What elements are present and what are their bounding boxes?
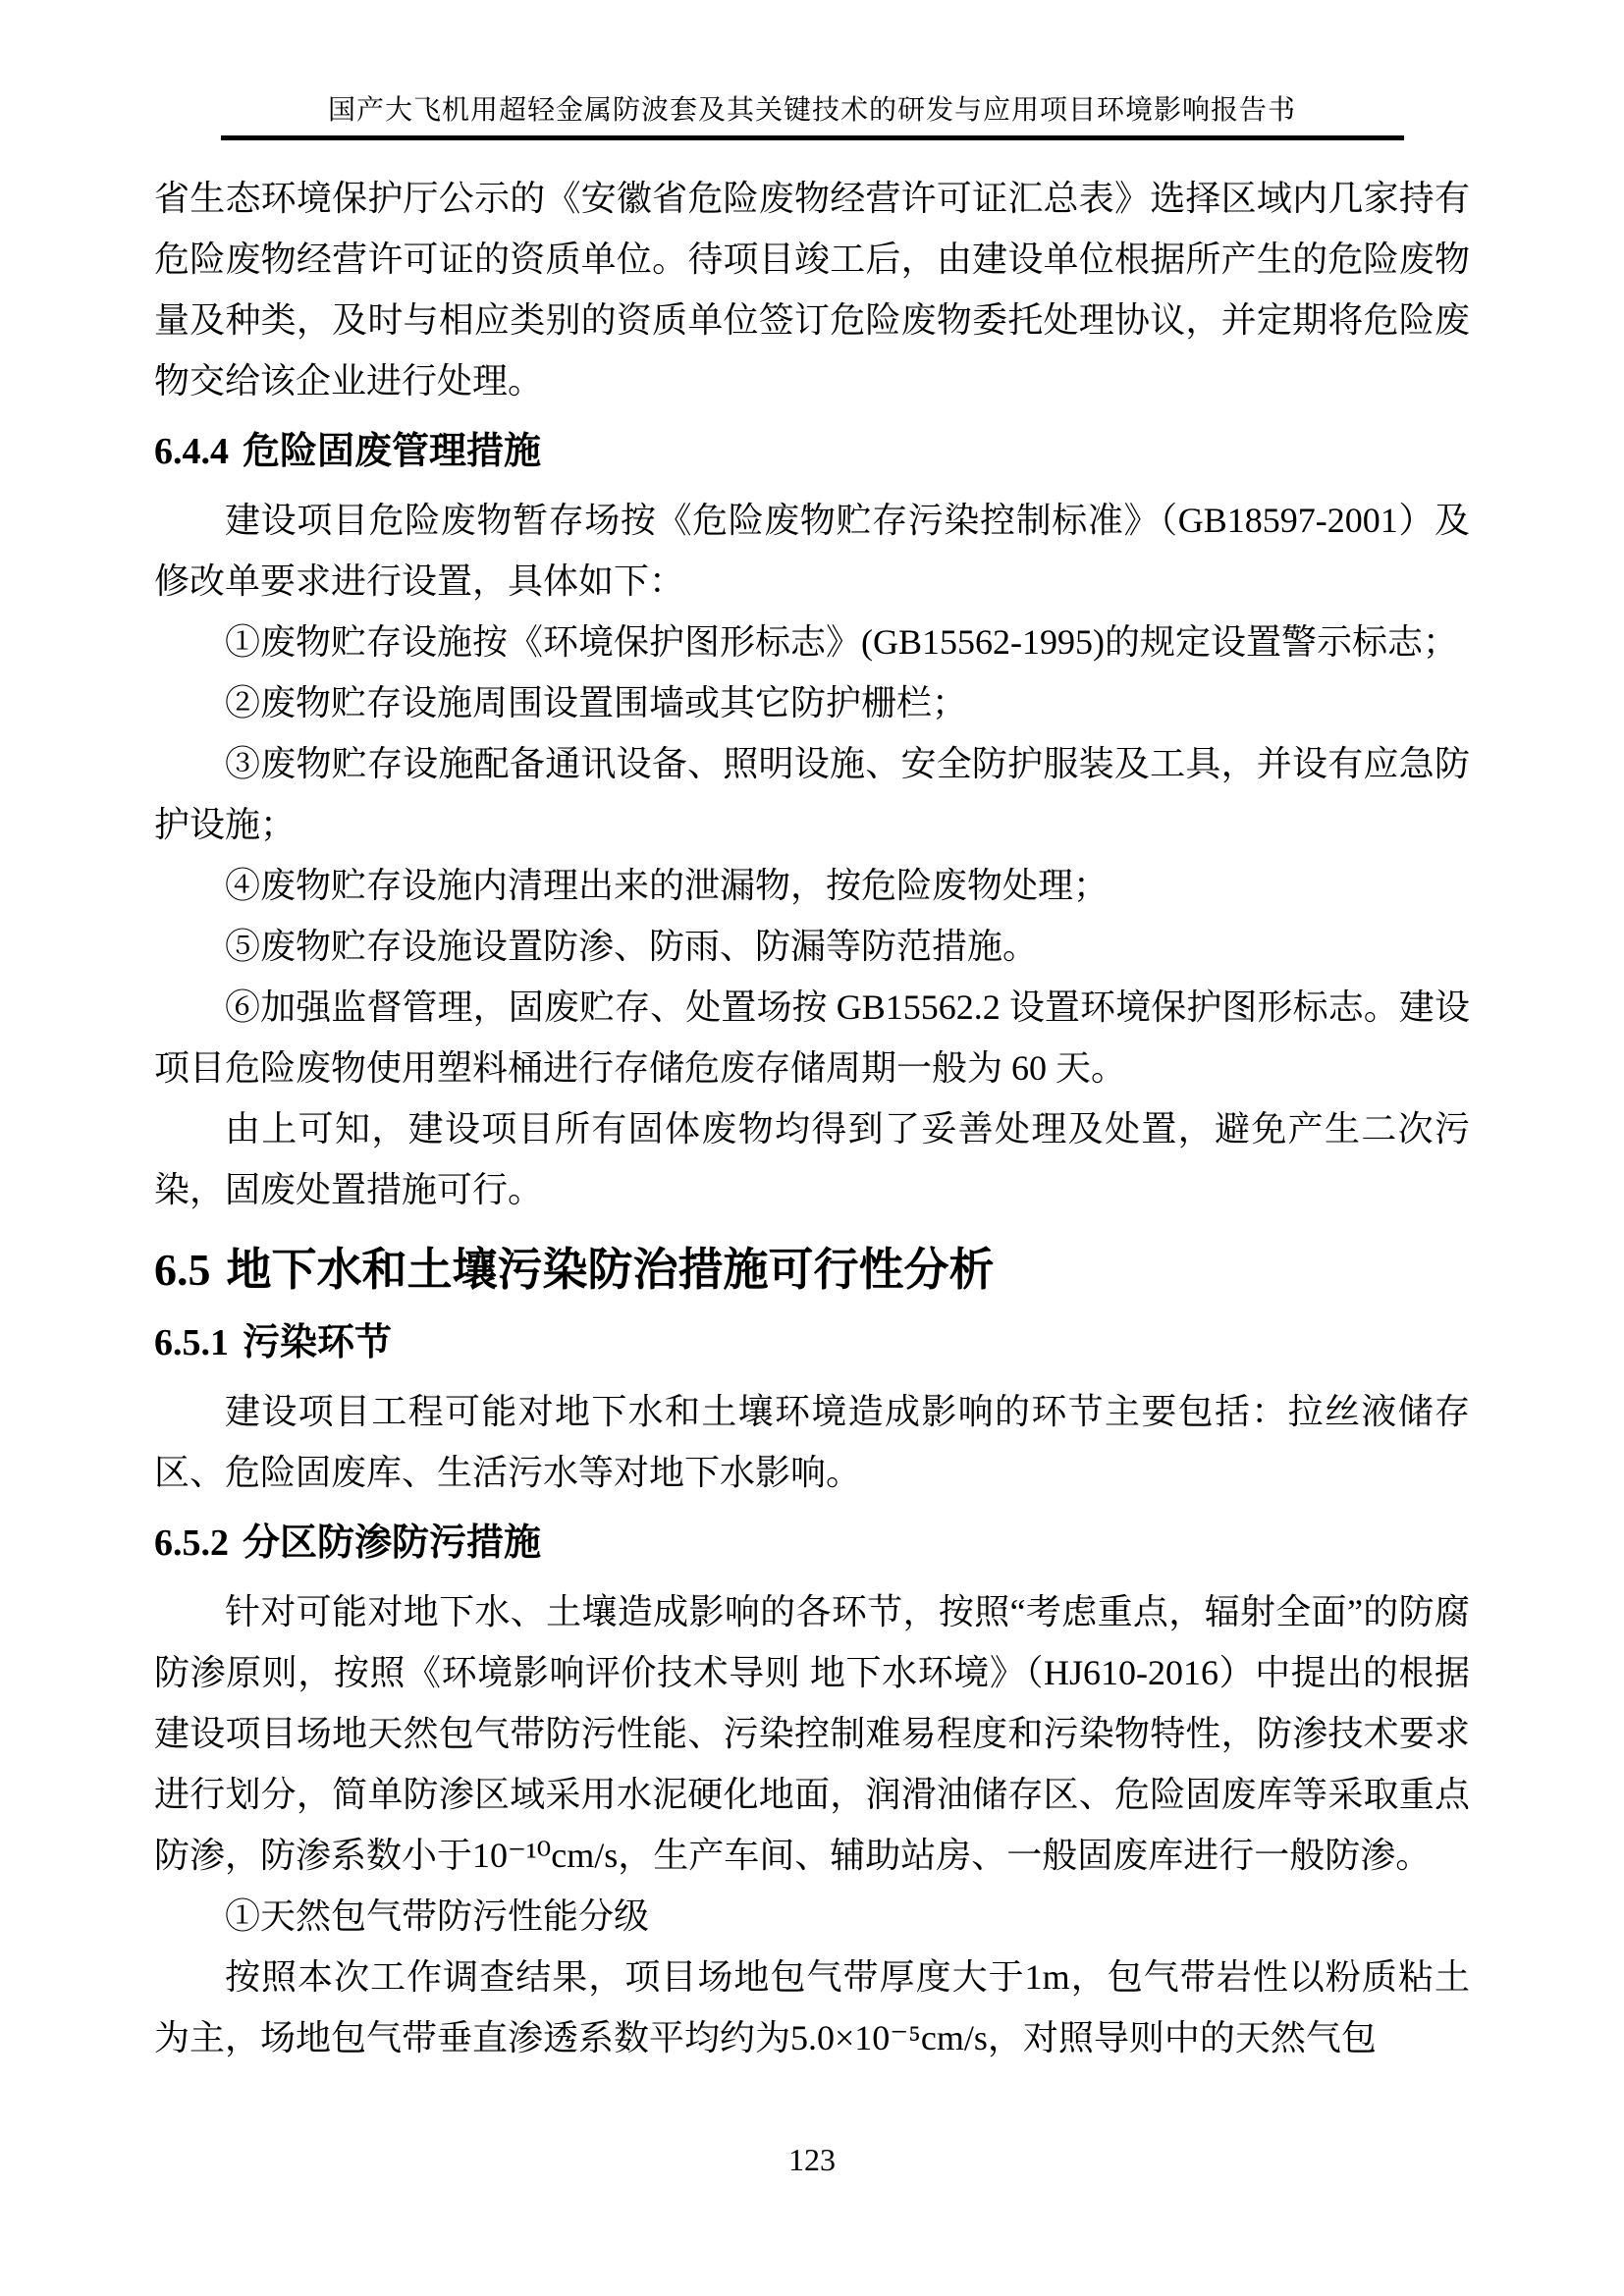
- heading-6-5-1: [154, 1312, 1470, 1373]
- heading-number: 6.5.2: [154, 1522, 229, 1564]
- paragraph-solid-waste-conclusion: 由上可知，建设项目所有固体废物均得到了妥善处理及处置，避免产生二次污染，固废处置措施可行。: [154, 1109, 1470, 1209]
- heading-text: 污染环节: [243, 1322, 393, 1363]
- heading-number: 6.4.4: [154, 431, 229, 472]
- list-item-2-fencing: ②废物贮存设施周围设置围墙或其它防护栅栏；: [225, 683, 968, 722]
- list-item-3-equipment: ③废物贮存设施配备通讯设备、照明设施、安全防护服装及工具，并设有应急防护设施；: [154, 744, 1470, 844]
- paragraph-hazwaste-disposal-continuation: 省生态环境保护厅公示的《安徽省危险废物经营许可证汇总表》选择区域内几家持有危险废物经营许可证的资质单位。待项目竣工后，由建设单位根据所产生的危险废物量及种类，及时与相应类别的资质单位签订危险废物委托处理协议，并定期将危险废物交给该企业进行处理。: [154, 179, 1470, 400]
- heading-number: 6.5.1: [154, 1322, 229, 1363]
- heading-text: 危险固废管理措施: [243, 431, 542, 472]
- list-item-vadose-grading: ①天然包气带防污性能分级: [225, 1896, 650, 1936]
- header-divider: [221, 135, 1404, 140]
- paragraph-vadose-survey: 按照本次工作调查结果，项目场地包气带厚度大于1m，包气带岩性以粉质粘土为主，场地包气带垂直渗透系数平均约为5.0×10⁻⁵cm/s，对照导则中的天然气包: [154, 1957, 1470, 2057]
- paragraph-pollution-links: 建设项目工程可能对地下水和土壤环境造成影响的环节主要包括：拉丝液储存区、危险固废库、生活污水等对地下水影响。: [154, 1392, 1470, 1492]
- heading-6-5-2: [154, 1513, 1470, 1574]
- list-item-6-supervision: ⑥加强监督管理，固废贮存、处置场按 GB15562.2 设置环境保护图形标志。建设项目危险废物使用塑料桶进行存储危废存储周期一般为 60 天。: [154, 988, 1470, 1088]
- heading-6-4-4: [154, 421, 1470, 482]
- heading-text: 地下水和土壤污染防治措施可行性分析: [226, 1245, 995, 1295]
- list-item-5-protection-measures: ⑤废物贮存设施设置防渗、防雨、防漏等防范措施。: [225, 927, 1039, 966]
- document-body: [154, 168, 1470, 2068]
- heading-text: 分区防渗防污措施: [243, 1522, 542, 1564]
- heading-number: 6.5: [154, 1245, 211, 1295]
- paragraph-storage-setup: 建设项目危险废物暂存场按《危险废物贮存污染控制标准》（GB18597-2001）及修改单要求进行设置，具体如下：: [154, 501, 1470, 601]
- page-number: 123: [788, 2142, 836, 2177]
- page-header: [221, 0, 1404, 140]
- list-item-4-leakage: ④废物贮存设施内清理出来的泄漏物，按危险废物处理；: [225, 866, 1110, 905]
- paragraph-seepage-zoning: 针对可能对地下水、土壤造成影响的各环节，按照“考虑重点，辐射全面”的防腐防渗原则，按照《环境影响评价技术导则 地下水环境》（HJ610-2016）中提出的根据建设项目场地天然包气带防污性能、污染控制难易程度和污染物特性，防渗技术要求进行划分，简单防渗区域采用水泥硬化地面，润滑油储存区、危险固废库等采取重点防渗，防渗系数小于10⁻¹⁰cm/s，生产车间、辅助站房、一般固废库进行一般防渗。: [154, 1592, 1470, 1875]
- list-item-1-warning-signs: ①废物贮存设施按《环境保护图形标志》(GB15562-1995)的规定设置警示标志；: [225, 622, 1458, 662]
- header-title: 国产大飞机用超轻金属防波套及其关键技术的研发与应用项目环境影响报告书: [327, 95, 1296, 126]
- heading-6-5: [154, 1238, 1470, 1303]
